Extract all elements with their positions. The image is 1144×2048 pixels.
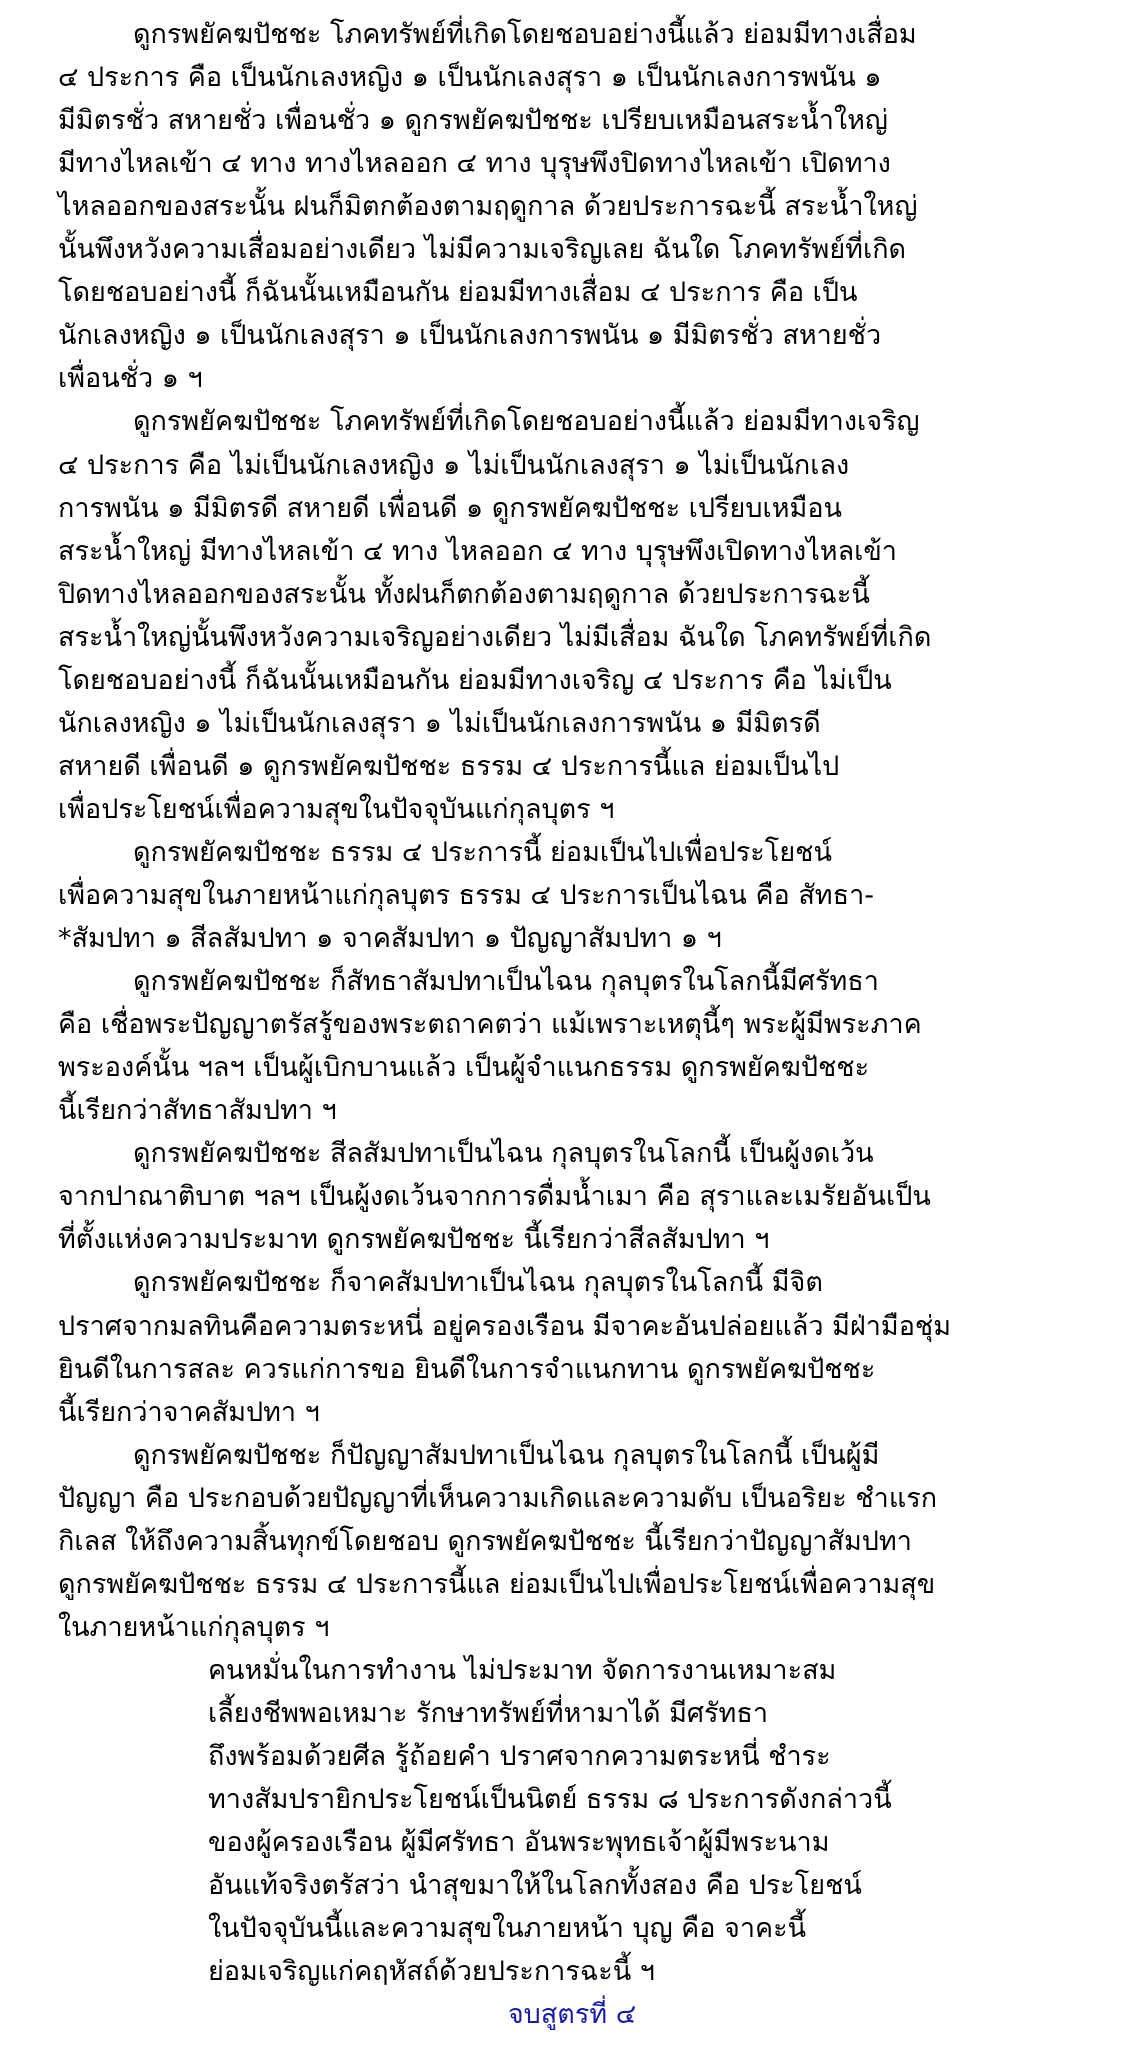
paragraph-line: ดูกรพยัคฆปัชชะ ก็จาคสัมปทาเป็นไฉน กุลบุตรในโลกนี้ มีจิต — [133, 1267, 823, 1299]
paragraph-line: จากปาณาติบาต ฯลฯ เป็นผู้งดเว้นจากการดื่มน้ำเมา คือ สุราและเมรัยอันเป็น — [58, 1181, 931, 1213]
paragraph-line: นี้เรียกว่าจาคสัมปทา ฯ — [58, 1396, 320, 1428]
paragraph-line: ยินดีในการสละ ควรแก่การขอ ยินดีในการจำแนกทาน ดูกรพยัคฆปัชชะ — [58, 1353, 876, 1385]
paragraph-line: เพื่อนชั่ว ๑ ฯ — [58, 363, 203, 395]
paragraph-line: นี้เรียกว่าสัทธาสัมปทา ฯ — [58, 1095, 337, 1127]
paragraph-line: สหายดี เพื่อนดี ๑ ดูกรพยัคฆปัชชะ ธรรม ๔ ประการนี้แล ย่อมเป็นไป — [58, 750, 840, 782]
verse-line: คนหมั่นในการทำงาน ไม่ประมาท จัดการงานเหมาะสม — [208, 1654, 837, 1686]
paragraph-line: ไหลออกของสระนั้น ฝนก็มิตกต้องตามฤดูกาล ด้วยประการฉะนี้ สระน้ำใหญ่ — [58, 191, 918, 223]
paragraph-line: ปิดทางไหลออกของสระนั้น ทั้งฝนก็ตกต้องตามฤดูกาล ด้วยประการฉะนี้ — [58, 578, 870, 610]
paragraph-line: ดูกรพยัคฆปัชชะ ก็สัทธาสัมปทาเป็นไฉน กุลบุตรในโลกนี้มีศรัทธา — [133, 966, 879, 998]
paragraph-line: กิเลส ให้ถึงความสิ้นทุกข์โดยชอบ ดูกรพยัคฆปัชชะ นี้เรียกว่าปัญญาสัมปทา — [58, 1525, 912, 1557]
paragraph-line: พระองค์นั้น ฯลฯ เป็นผู้เบิกบานแล้ว เป็นผู้จำแนกธรรม ดูกรพยัคฆปัชชะ — [58, 1052, 870, 1084]
paragraph-line: โดยชอบอย่างนี้ ก็ฉันนั้นเหมือนกัน ย่อมมีทางเสื่อม ๔ ประการ คือ เป็น — [58, 277, 858, 309]
paragraph-line: ดูกรพยัคฆปัชชะ สีลสัมปทาเป็นไฉน กุลบุตรในโลกนี้ เป็นผู้งดเว้น — [133, 1138, 874, 1170]
paragraph-line: นักเลงหญิง ๑ ไม่เป็นนักเลงสุรา ๑ ไม่เป็นนักเลงการพนัน ๑ มีมิตรดี — [58, 707, 821, 739]
paragraph-line: ดูกรพยัคฆปัชชะ โภคทรัพย์ที่เกิดโดยชอบอย่างนี้แล้ว ย่อมมีทางเสื่อม — [133, 19, 917, 50]
paragraph-line: เพื่อความสุขในภายหน้าแก่กุลบุตร ธรรม ๔ ประการเป็นไฉน คือ สัทธา- — [58, 880, 874, 911]
paragraph-line: โดยชอบอย่างนี้ ก็ฉันนั้นเหมือนกัน ย่อมมีทางเจริญ ๔ ประการ คือ ไม่เป็น — [58, 664, 892, 696]
paragraph-line: ๔ ประการ คือ เป็นนักเลงหญิง ๑ เป็นนักเลงสุรา ๑ เป็นนักเลงการพนัน ๑ — [58, 62, 882, 93]
paragraph-line: ดูกรพยัคฆปัชชะ ก็ปัญญาสัมปทาเป็นไฉน กุลบุตรในโลกนี้ เป็นผู้มี — [133, 1439, 880, 1471]
paragraph-line: ดูกรพยัคฆปัชชะ ธรรม ๔ ประการนี้ ย่อมเป็นไปเพื่อประโยชน์ — [133, 836, 832, 868]
paragraph-line: สระน้ำใหญ่ มีทางไหลเข้า ๔ ทาง ไหลออก ๔ ทาง บุรุษพึงเปิดทางไหลเข้า — [58, 535, 897, 567]
sutta-ending: จบสูตรที่ ๔ — [507, 1999, 637, 2031]
paragraph-line: ปัญญา คือ ประกอบด้วยปัญญาที่เห็นความเกิดและความดับ เป็นอริยะ ชำแรก — [58, 1482, 938, 1514]
paragraph-line: ที่ตั้งแห่งความประมาท ดูกรพยัคฆปัชชะ นี้เรียกว่าสีลสัมปทา ฯ — [58, 1224, 770, 1256]
verse-line: ถึงพร้อมด้วยศีล รู้ถ้อยคำ ปราศจากความตระหนี่ ชำระ — [208, 1741, 831, 1772]
paragraph-line: การพนัน ๑ มีมิตรดี สหายดี เพื่อนดี ๑ ดูกรพยัคฆปัชชะ เปรียบเหมือน — [58, 492, 842, 524]
paragraph-line: *สัมปทา ๑ สีลสัมปทา ๑ จาคสัมปทา ๑ ปัญญาสัมปทา ๑ ฯ — [58, 923, 722, 954]
paragraph-line: ในภายหน้าแก่กุลบุตร ฯ — [58, 1611, 330, 1643]
paragraph-line: นักเลงหญิง ๑ เป็นนักเลงสุรา ๑ เป็นนักเลงการพนัน ๑ มีมิตรชั่ว สหายชั่ว — [58, 320, 882, 352]
paragraph-line: นั้นพึงหวังความเสื่อมอย่างเดียว ไม่มีความเจริญเลย ฉันใด โภคทรัพย์ที่เกิด — [58, 234, 907, 266]
paragraph-line: ดูกรพยัคฆปัชชะ ธรรม ๔ ประการนี้แล ย่อมเป็นไปเพื่อประโยชน์เพื่อความสุข — [58, 1568, 936, 1600]
verse-line: อันแท้จริงตรัสว่า นำสุขมาให้ในโลกทั้งสอง คือ ประโยชน์ — [208, 1870, 862, 1902]
verse-line: ทางสัมปรายิกประโยชน์เป็นนิตย์ ธรรม ๘ ประการดังกล่าวนี้ — [208, 1784, 892, 1815]
paragraph-line: ๔ ประการ คือ ไม่เป็นนักเลงหญิง ๑ ไม่เป็นนักเลงสุรา ๑ ไม่เป็นนักเลง — [58, 449, 850, 481]
paragraph-line: สระน้ำใหญ่นั้นพึงหวังความเจริญอย่างเดียว ไม่มีเสื่อม ฉันใด โภคทรัพย์ที่เกิด — [58, 621, 932, 653]
verse-line: ย่อมเจริญแก่คฤหัสถ์ด้วยประการฉะนี้ ฯ — [208, 1956, 655, 1988]
verse-line: ในปัจจุบันนี้และความสุขในภายหน้า บุญ คือ จาคะนี้ — [208, 1913, 807, 1945]
paragraph-line: มีมิตรชั่ว สหายชั่ว เพื่อนชั่ว ๑ ดูกรพยัคฆปัชชะ เปรียบเหมือนสระน้ำใหญ่ — [58, 105, 888, 137]
paragraph-line: เพื่อประโยชน์เพื่อความสุขในปัจจุบันแก่กุลบุตร ฯ — [58, 793, 615, 825]
paragraph-line: มีทางไหลเข้า ๔ ทาง ทางไหลออก ๔ ทาง บุรุษพึงปิดทางไหลเข้า เปิดทาง — [58, 148, 891, 180]
paragraph-line: ปราศจากมลทินคือความตระหนี่ อยู่ครองเรือน มีจาคะอันปล่อยแล้ว มีฝ่ามือชุ่ม — [58, 1310, 952, 1342]
paragraph-line: คือ เชื่อพระปัญญาตรัสรู้ของพระตถาคตว่า แม้เพราะเหตุนี้ๆ พระผู้มีพระภาค — [58, 1009, 922, 1041]
paragraph-line: ดูกรพยัคฆปัชชะ โภคทรัพย์ที่เกิดโดยชอบอย่างนี้แล้ว ย่อมมีทางเจริญ — [133, 406, 920, 438]
verse-line: ของผู้ครองเรือน ผู้มีศรัทธา อันพระพุทธเจ้าผู้มีพระนาม — [208, 1827, 830, 1859]
verse-line: เลี้ยงชีพพอเหมาะ รักษาทรัพย์ที่หามาได้ มีศรัทธา — [208, 1697, 768, 1729]
